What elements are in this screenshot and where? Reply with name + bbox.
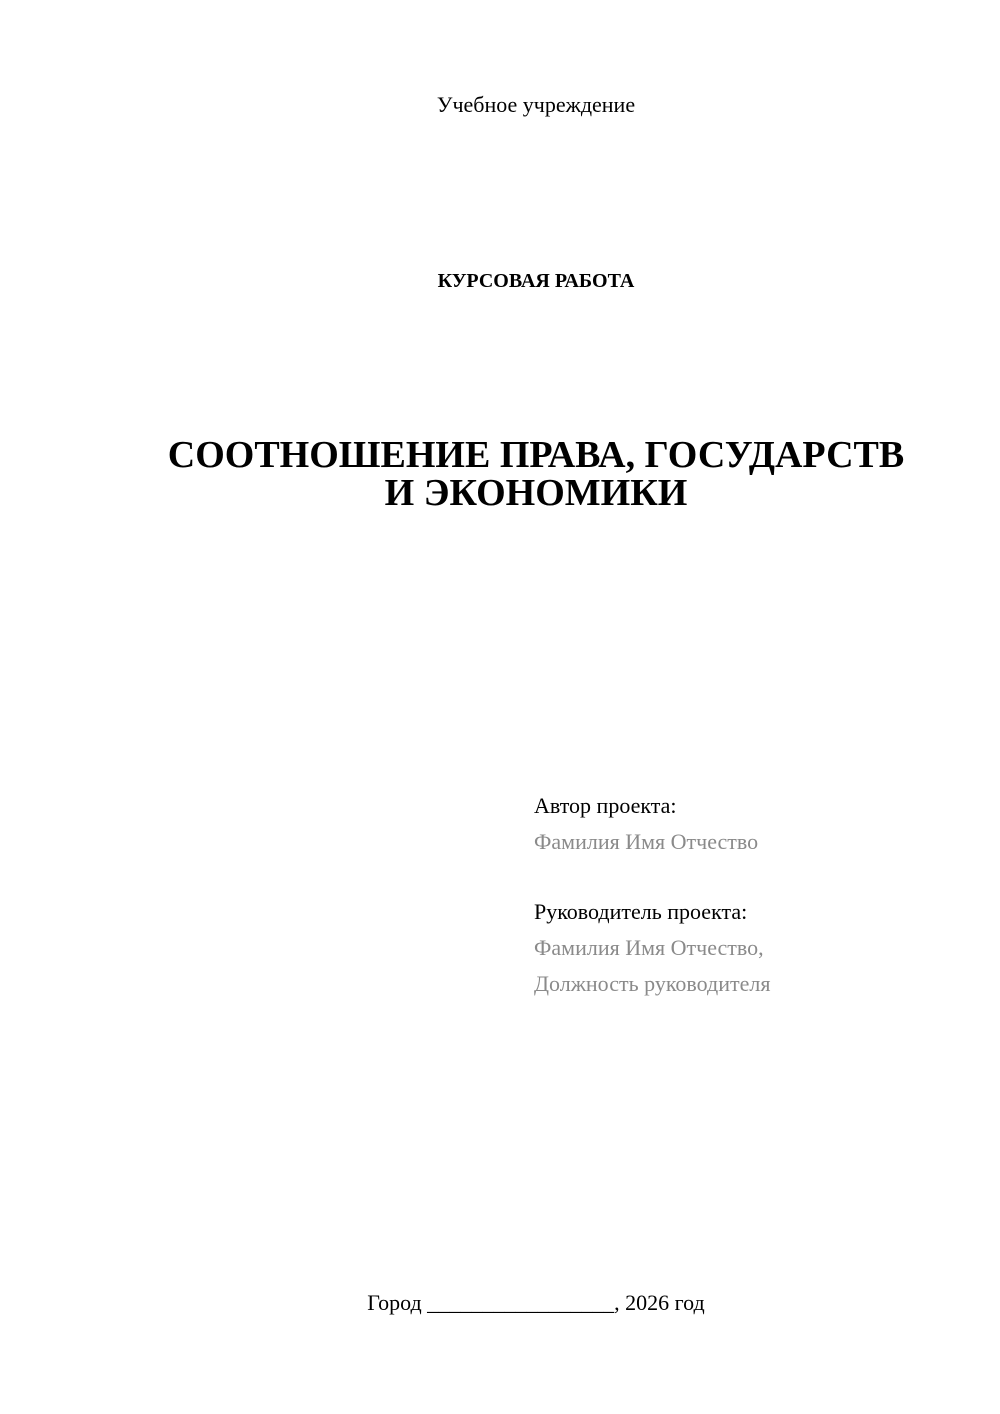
institution-name: Учебное учреждение [436, 92, 636, 117]
supervisor-label: Руководитель проекта: [534, 899, 748, 924]
supervisor-position: Должность руководителя [534, 971, 771, 996]
author-label: Автор проекта: [534, 793, 677, 818]
work-title-line-1: СООТНОШЕНИЕ ПРАВА, ГОСУДАРСТВ [167, 434, 905, 476]
author-name: Фамилия Имя Отчество [534, 829, 759, 854]
work-title [100, 436, 972, 512]
document-type: КУРСОВАЯ РАБОТА [437, 270, 635, 292]
work-title-line-2: И ЭКОНОМИКИ [384, 472, 688, 514]
supervisor-name: Фамилия Имя Отчество, [534, 935, 764, 960]
city-year-footer: Город _________________, 2026 год [367, 1290, 705, 1315]
project-info [534, 788, 974, 1002]
